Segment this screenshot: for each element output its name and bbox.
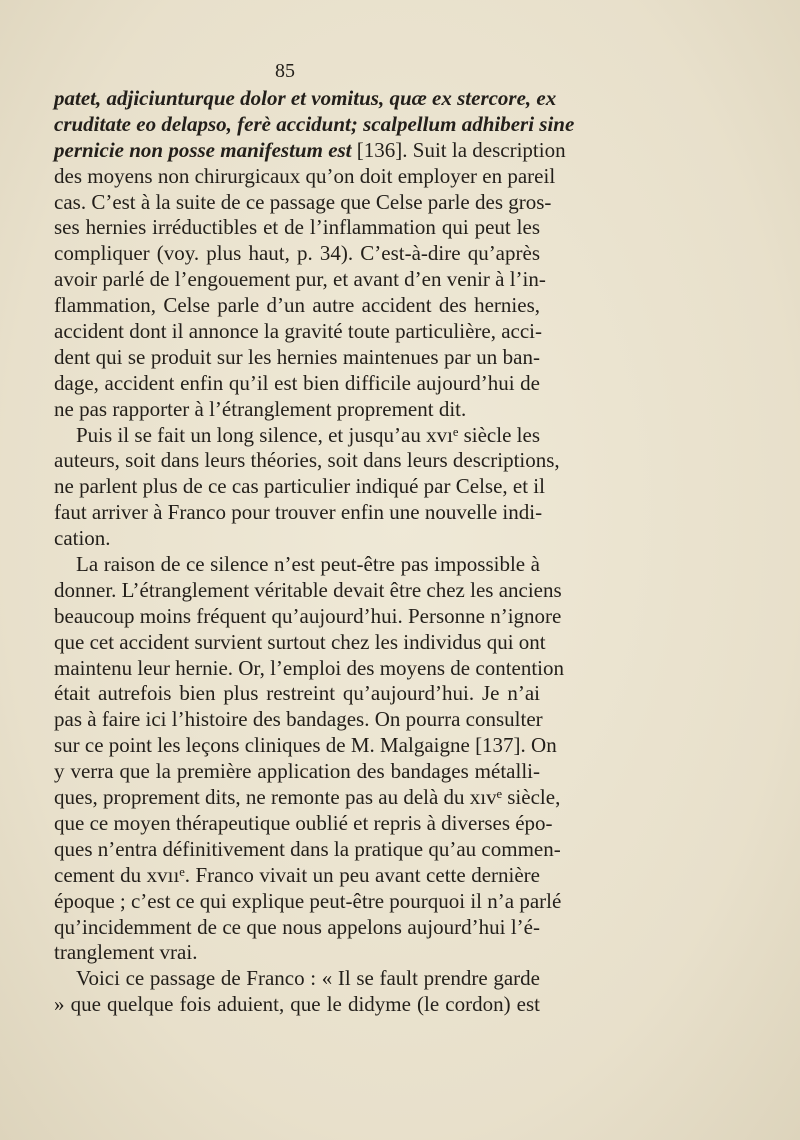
text-line: que ce moyen thérapeutique oublié et repris à diverses épo- [54, 810, 553, 835]
text-line: ques n’entra définitivement dans la pratique qu’au commen- [54, 836, 561, 861]
text-line: ne parlent plus de ce cas particulier indiqué par Celse, et il [54, 474, 545, 499]
text-line: faut arriver à Franco pour trouver enfin une nouvelle indi- [54, 500, 543, 525]
latin-quote-fragment: pernicie non posse manifestum est [54, 137, 352, 162]
text-line: ques, proprement dits, ne remonte pas au delà du xıvᵉ siècle, [54, 785, 561, 810]
text-fragment: [136]. Suit la description [351, 137, 566, 162]
text-line [54, 137, 566, 164]
text-line: » que quelque fois aduient, que le didyme (le cordon) est [54, 992, 540, 1017]
text-line: cas. C’est à la suite de ce passage que Celse parle des gros- [54, 189, 552, 214]
text-line: Puis il se fait un long silence, et jusqu’au xvıᵉ siècle les [76, 422, 540, 447]
text-line: cement du xvııᵉ. Franco vivait un peu avant cette dernière [54, 862, 540, 887]
text-line: patet, adjiciunturque dolor et vomitus, quæ ex stercore, ex [54, 86, 557, 110]
text-line: La raison de ce silence n’est peut-être pas impossible à [76, 552, 540, 577]
text-line: pas à faire ici l’histoire des bandages. On pourra consulter [54, 707, 543, 732]
text-line: beaucoup moins fréquent qu’aujourd’hui. Personne n’ignore [54, 603, 562, 628]
text-line: qu’incidemment de ce que nous appelons aujourd’hui l’é- [54, 914, 540, 939]
text-line: cruditate eo delapso, ferè accidunt; scalpellum adhiberi sine [54, 111, 575, 136]
text-line: cation. [54, 526, 111, 551]
text-line: Voici ce passage de Franco : « Il se fault prendre garde [76, 966, 540, 991]
text-line: maintenu leur hernie. Or, l’emploi des moyens de contention [54, 655, 565, 680]
body-text [54, 86, 575, 1018]
text-line: accident dont il annonce la gravité toute particulière, acci- [54, 319, 543, 344]
text-line: ses hernies irréductibles et de l’inflammation qui peut les [54, 215, 540, 240]
text-line: dage, accident enfin qu’il est bien difficile aujourd’hui de [54, 370, 540, 395]
page-number: 85 [275, 60, 295, 82]
text-line: compliquer (voy. plus haut, p. 34). C’est-à-dire qu’après [54, 241, 540, 266]
text-line: avoir parlé de l’engouement pur, et avant d’en venir à l’in- [54, 267, 546, 292]
text-line: tranglement vrai. [54, 940, 198, 965]
text-line: y verra que la première application des bandages métalli- [54, 759, 540, 784]
text-line: ne pas rapporter à l’étranglement proprement dit. [54, 396, 467, 421]
text-line: des moyens non chirurgicaux qu’on doit employer en pareil [54, 163, 556, 188]
text-line: donner. L’étranglement véritable devait être chez les anciens [54, 577, 562, 602]
text-line: dent qui se produit sur les hernies maintenues par un ban- [54, 344, 540, 369]
text-line: époque ; c’est ce qui explique peut-être pourquoi il n’a parlé [54, 888, 562, 913]
text-line: était autrefois bien plus restreint qu’aujourd’hui. Je n’ai [54, 681, 540, 706]
text-line: auteurs, soit dans leurs théories, soit dans leurs descriptions, [54, 448, 560, 473]
text-line: que cet accident survient surtout chez les individus qui ont [54, 629, 546, 654]
text-line: flammation, Celse parle d’un autre accident des hernies, [54, 293, 540, 318]
text-line: sur ce point les leçons cliniques de M. Malgaigne [137]. On [54, 733, 557, 758]
